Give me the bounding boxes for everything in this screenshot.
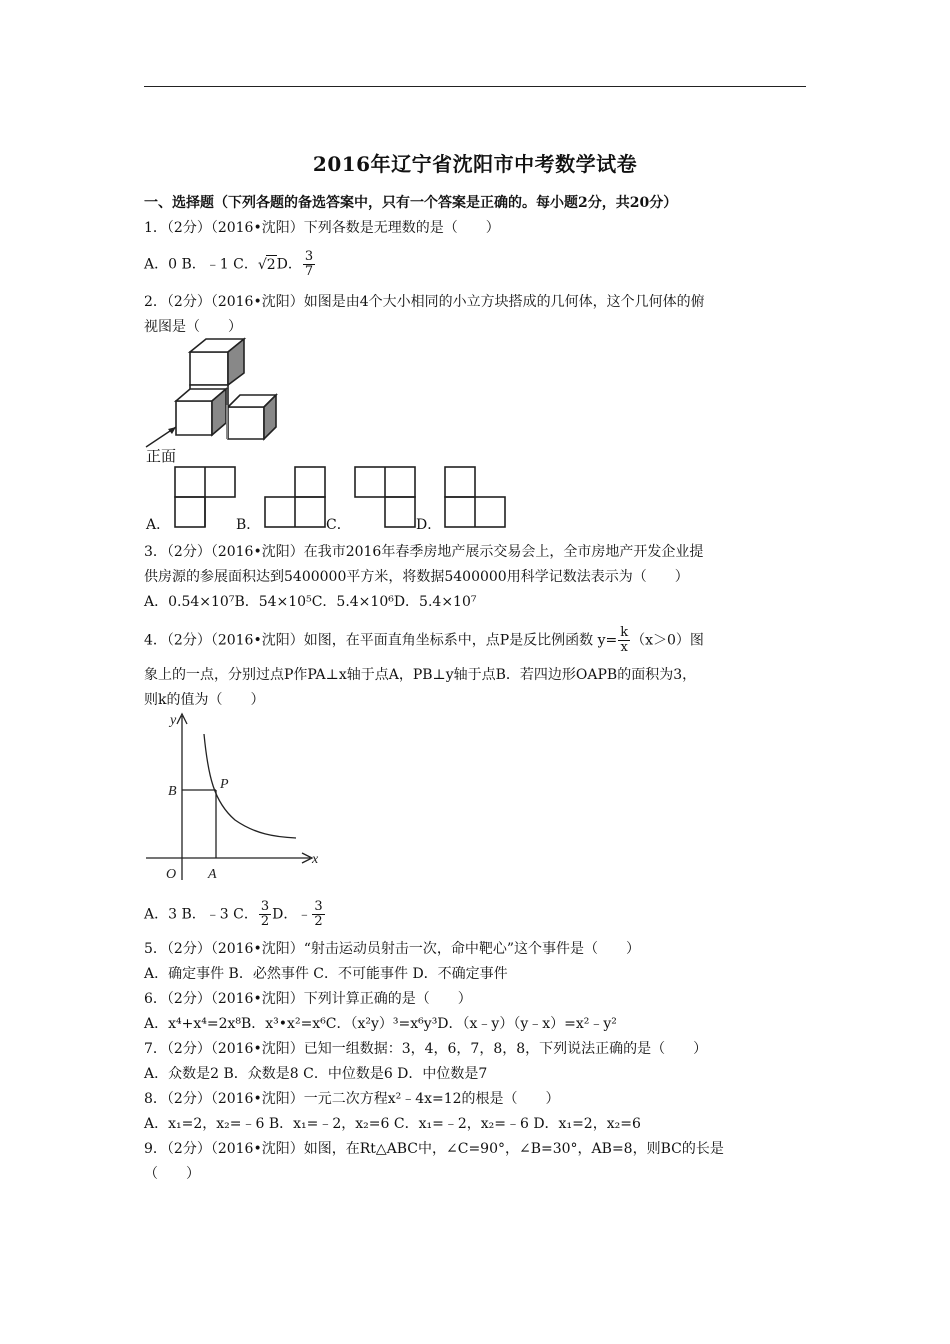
q4-stem-1a: 4．（2分）（2016•沈阳）如图，在平面直角坐标系中，点P是反比例函数 y= (144, 632, 618, 649)
q4-frac-den: x (620, 640, 628, 655)
q8-options: A．x₁=2，x₂=﹣6 B．x₁=﹣2，x₂=6 C．x₁=﹣2，x₂=﹣6 D．x₁=2，x₂=6 (144, 1116, 641, 1132)
q5-options: A．确定事件 B．必然事件 C．不可能事件 D．不确定事件 (144, 966, 508, 982)
section-heading: 一、选择题（下列各题的备选答案中，只有一个答案是正确的。每小题2分，共20分） (144, 195, 678, 211)
q1-frac-num: 3 (304, 249, 314, 264)
q2-stem-2: 视图是（ ） (144, 319, 242, 335)
q3-options: A．0.54×10⁷B．54×10⁵C．5.4×10⁶D．5.4×10⁷ (144, 594, 477, 610)
q7-stem: 7．（2分）（2016•沈阳）已知一组数据：3，4，6，7，8，8，下列说法正确的是（ ） (144, 1041, 708, 1057)
q1-fraction (303, 250, 315, 279)
point-p-label: P (220, 777, 229, 792)
q1-frac-den: 7 (304, 264, 314, 279)
q2-option-c-figure (354, 466, 416, 528)
q2-option-b-label: B． (236, 517, 261, 533)
q3-stem-2: 供房源的参展面积达到5400000平方米，将数据5400000用科学记数法表示为（ ） (144, 569, 689, 585)
q8-stem: 8．（2分）（2016•沈阳）一元二次方程x²﹣4x=12的根是（ ） (144, 1091, 560, 1107)
q2-option-a-label: A． (146, 517, 171, 533)
q4-opt-d: D．﹣ (272, 906, 312, 923)
q4-stem-1 (144, 626, 704, 655)
q6-stem: 6．（2分）（2016•沈阳）下列计算正确的是（ ） (144, 991, 472, 1007)
q2-front-label: 正面 (146, 447, 177, 465)
curve (204, 734, 296, 838)
header-rule (144, 86, 806, 87)
q4-stem-2: 象上的一点，分别过点P作PA⊥x轴于点A，PB⊥y轴于点B．若四边形OAPB的面积为3， (144, 667, 697, 683)
q2-option-b-figure (264, 466, 326, 528)
q2-option-a-figure (174, 466, 236, 528)
q1-options (144, 250, 316, 279)
q2-option-c-label: C． (326, 517, 351, 533)
q6-options: A．x⁴+x⁴=2x⁸B．x³•x²=x⁶C．（x²y）³=x⁶y³D．（x﹣y）（y﹣x）=x²﹣y² (144, 1016, 617, 1032)
q4-opt-d-den: 2 (314, 914, 323, 929)
x-label: x (312, 852, 319, 867)
q4-stem-3: 则k的值为（ ） (144, 692, 265, 708)
q4-graph (140, 706, 326, 886)
q3-stem-1: 3．（2分）（2016•沈阳）在我市2016年春季房地产展示交易会上，全市房地产开发企业提 (144, 544, 704, 560)
q2-option-d-label: D． (416, 517, 442, 533)
point-b-label: B (168, 784, 177, 799)
q4-opt-c-den: 2 (260, 914, 270, 929)
q4-opt-c-num: 3 (260, 899, 270, 914)
q4-opt-d-frac (312, 900, 324, 929)
q4-opt-a: A．3 B．﹣3 C． (144, 906, 258, 923)
q4-options (144, 900, 326, 929)
q4-opt-d-num: 3 (314, 899, 323, 914)
q7-options: A．众数是2 B．众数是8 C．中位数是6 D．中位数是7 (144, 1066, 488, 1082)
q1-sqrt-val: 2 (266, 256, 276, 273)
origin-label: O (166, 867, 177, 882)
q1-sqrt: √2 (257, 256, 276, 273)
q4-fraction (618, 626, 630, 655)
q1-opt-a: A．0 B．﹣1 C． (144, 256, 258, 273)
q2-option-d-figure (444, 466, 506, 528)
q4-opt-c-frac (259, 900, 271, 929)
q4-frac-num: k (620, 625, 629, 640)
q9-stem-2: （ ） (144, 1166, 200, 1182)
q1-opt-d: D． (276, 256, 302, 273)
q2-cube-figure (140, 335, 280, 465)
q2-stem-1: 2．（2分）（2016•沈阳）如图是由4个大小相同的小立方块搭成的几何体，这个几何体的俯 (144, 294, 705, 310)
q9-stem-1: 9．（2分）（2016•沈阳）如图，在Rt△ABC中，∠C=90°，∠B=30°，AB=8，则BC的长是 (144, 1141, 724, 1157)
y-label: y (170, 713, 177, 728)
q1-stem: 1．（2分）（2016•沈阳）下列各数是无理数的是（ ） (144, 220, 500, 236)
q4-stem-1b: （x＞0）图 (631, 632, 704, 649)
point-a-label: A (208, 867, 217, 882)
q5-stem: 5．（2分）（2016•沈阳）“射击运动员射击一次，命中靶心”这个事件是（ ） (144, 941, 641, 957)
page-title: 2016年辽宁省沈阳市中考数学试卷 (312, 152, 638, 176)
